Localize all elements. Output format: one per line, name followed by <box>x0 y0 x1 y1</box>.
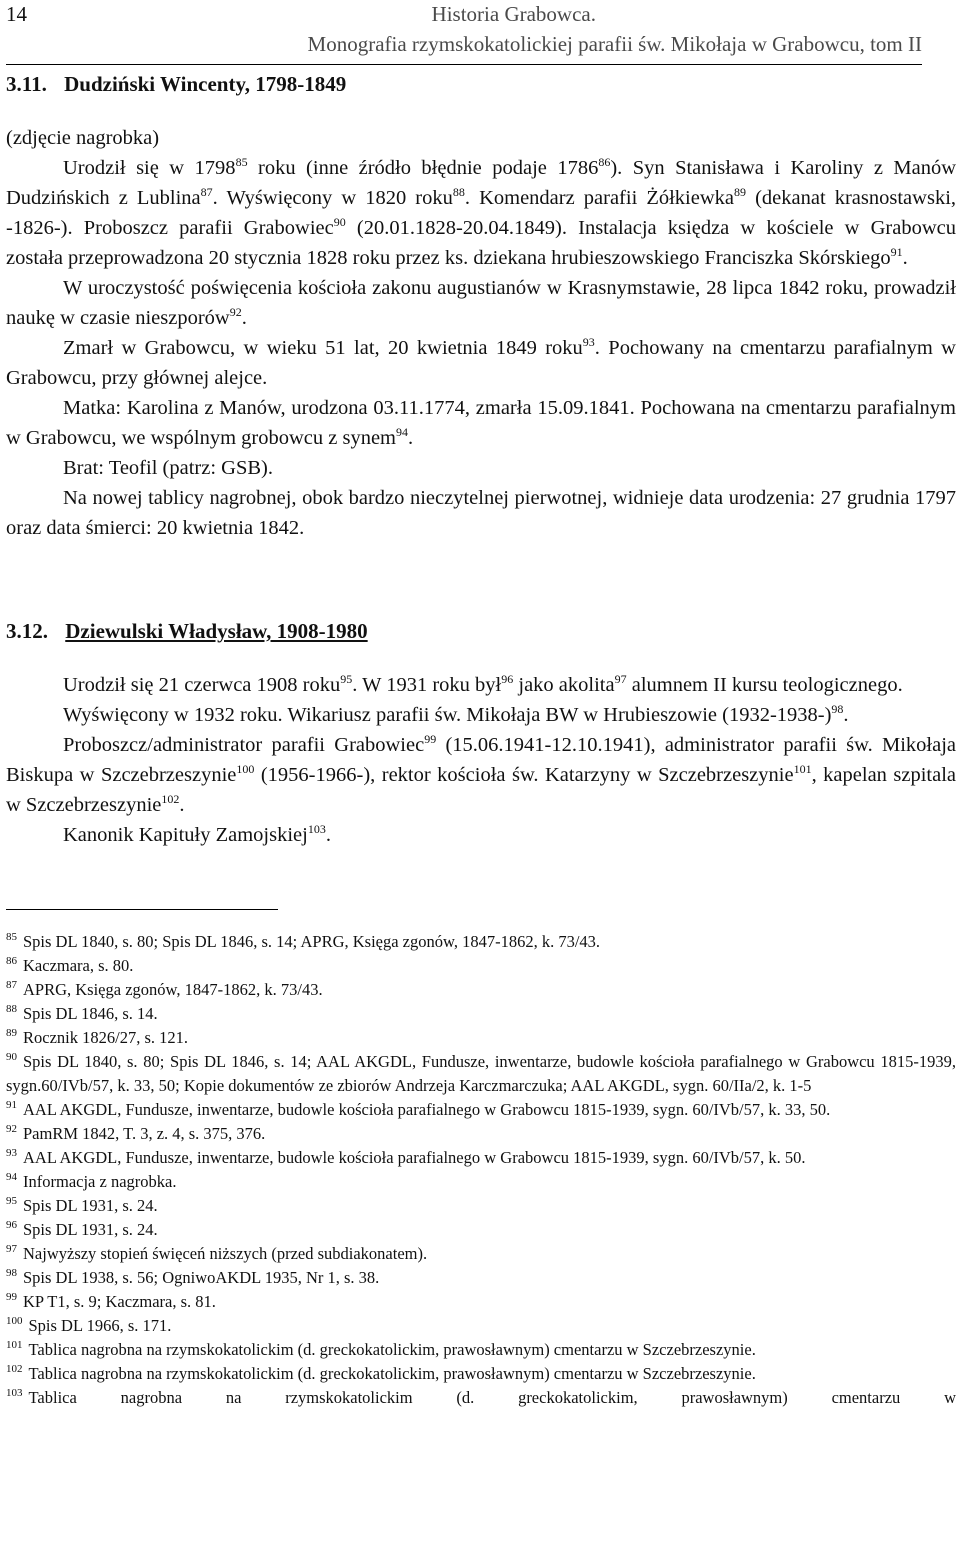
footnote-text: Spis DL 1846, s. 14. <box>23 1004 158 1023</box>
footnote-separator <box>6 909 278 910</box>
footnote-number: 102 <box>6 1363 23 1375</box>
text-run: Wyświęcony w 1932 roku. Wikariusz parafii św. Mikołaja BW w Hrubieszowie (1932-1938-) <box>63 704 832 726</box>
footnote-text: Spis DL 1966, s. 171. <box>28 1316 172 1335</box>
footnote-ref: 90 <box>333 215 346 229</box>
section-number: 3.12. <box>6 619 48 643</box>
text-run: . <box>241 307 247 329</box>
footnote-number: 94 <box>6 1171 17 1183</box>
footnote <box>6 930 956 954</box>
footnote-number: 99 <box>6 1291 17 1303</box>
footnote-number: 88 <box>6 1003 17 1015</box>
text-run: . Wyświęcony w 1820 roku <box>212 187 453 209</box>
text-run: . Pochowany na cmentarzu parafialnym w Grabowcu, przy głównej alejce. <box>6 337 956 389</box>
text-run: roku (inne źródło błędnie podaje 1786 <box>247 157 599 179</box>
footnote <box>6 1290 956 1314</box>
footnote <box>6 954 956 978</box>
footnote-ref: 87 <box>200 185 213 199</box>
text-run: Kanonik Kapituły Zamojskiej <box>63 824 308 846</box>
footnote-text: AAL AKGDL, Fundusze, inwentarze, budowle kościoła parafialnego w Grabowcu 1815-1939, sygn. 60/IVb/57, k. 33, 50. <box>23 1100 831 1119</box>
footnote-text: AAL AKGDL, Fundusze, inwentarze, budowle kościoła parafialnego w Grabowcu 1815-1939, sygn. 60/IVb/57, k. 50. <box>23 1148 806 1167</box>
paragraph: Brat: Teofil (patrz: GSB). <box>63 457 273 479</box>
text-run: (15.06.1941-12.10.1941), administrator parafii św. Mikołaja Biskupa w Szczebrzeszynie <box>6 734 956 786</box>
paragraph: Na nowej tablicy nagrobnej, obok bardzo nieczytelnej pierwotnej, widnieje data urodzenia: 27 grudnia 1797 oraz data śmierci: 20 kwietnia 1842. <box>6 487 956 539</box>
footnote-number: 89 <box>6 1027 17 1039</box>
footnote-number: 101 <box>6 1339 23 1351</box>
footnote-ref: 99 <box>424 732 437 746</box>
text-run: , kapelan szpitala w Szczebrzeszynie <box>6 764 956 816</box>
footnote-text: Spis DL 1931, s. 24. <box>23 1220 158 1239</box>
text-run: alumnem II kursu teologicznego. <box>626 674 903 696</box>
text-run: Zmarł w Grabowcu, w wieku 51 lat, 20 kwietnia 1849 roku <box>63 337 583 359</box>
footnote-text: Rocznik 1826/27, s. 121. <box>23 1028 188 1047</box>
footnote-number: 85 <box>6 931 17 943</box>
footnote <box>6 1218 956 1242</box>
footnote-text: Spis DL 1931, s. 24. <box>23 1196 158 1215</box>
footnote <box>6 1266 956 1290</box>
running-header <box>6 2 922 65</box>
text-run: . <box>408 427 414 449</box>
footnote-text: Tablica nagrobna na rzymskokatolickim (d. greckokatolickim, prawosławnym) cmentarzu w Szczebrzeszynie. <box>28 1340 756 1359</box>
text-run: Urodził się w 1798 <box>63 157 236 179</box>
photo-note: (zdjęcie nagrobka) <box>6 127 160 149</box>
footnote-number: 86 <box>6 955 17 967</box>
text-run: (dekanat krasnostawski, -1826-). Proboszcz parafii Grabowiec <box>6 187 957 239</box>
footnote <box>6 1338 956 1362</box>
footnote-text: APRG, Księga zgonów, 1847-1862, k. 73/43. <box>23 980 323 999</box>
text-run: ). Syn Stanisława i Karoliny z Manów Dudzińskich z Lublina <box>6 157 957 209</box>
footnote-text: Spis DL 1840, s. 80; Spis DL 1846, s. 14; AAL AKGDL, Fundusze, inwentarze, budowle kościoła parafialnego w Grabowcu 1815-1939, sygn.60/IVb/57, k. 33, 50; Kopie dokumentów ze zbiorów Andrzeja Karczmarczuka; AAL AKGDL, sygn. 60/IIa/2, k. 1-5 <box>6 1052 956 1095</box>
paragraph <box>6 820 956 850</box>
text-run: . <box>179 794 185 816</box>
footnote-ref: 89 <box>734 185 747 199</box>
footnote-number: 90 <box>6 1051 17 1063</box>
footnote <box>6 1194 956 1218</box>
text-run: Proboszcz/administrator parafii Grabowiec <box>63 734 425 756</box>
header-title: Historia Grabowca. <box>431 2 596 26</box>
footnote-text: KP T1, s. 9; Kaczmara, s. 81. <box>23 1292 216 1311</box>
paragraph <box>6 393 956 453</box>
footnote-number: 96 <box>6 1219 17 1231</box>
footnote-ref: 97 <box>614 672 627 686</box>
footnote <box>6 1242 956 1266</box>
footnote-ref: 103 <box>307 822 326 836</box>
footnote-number: 91 <box>6 1099 17 1111</box>
section-title: Dudziński Wincenty, 1798-1849 <box>64 72 347 96</box>
footnote <box>6 1098 956 1122</box>
paragraph <box>6 700 956 730</box>
footnote-text: Informacja z nagrobka. <box>23 1172 177 1191</box>
footnote-ref: 101 <box>793 762 812 776</box>
footnote-text: PamRM 1842, T. 3, z. 4, s. 375, 376. <box>23 1124 266 1143</box>
footnote <box>6 1362 956 1386</box>
footnote-ref: 91 <box>890 245 903 259</box>
footnote-ref: 94 <box>396 425 408 439</box>
footnote-ref: 98 <box>831 702 844 716</box>
footnote <box>6 1386 956 1410</box>
footnote-number: 100 <box>6 1315 23 1327</box>
text-run: . W 1931 roku był <box>352 674 502 696</box>
footnote <box>6 1050 956 1098</box>
paragraph <box>6 730 956 820</box>
footnote-ref: 102 <box>161 792 180 806</box>
footnote <box>6 978 956 1002</box>
footnote-number: 97 <box>6 1243 17 1255</box>
header-subtitle: Monografia rzymskokatolickiej parafii św. Mikołaja w Grabowcu, tom II <box>307 32 922 56</box>
section-title: Dziewulski Władysław, 1908-1980 <box>65 619 368 643</box>
footnote-number: 87 <box>6 979 17 991</box>
section-heading-3-12 <box>6 619 368 644</box>
text-run: . <box>843 704 849 726</box>
section-body-3-11 <box>6 123 956 543</box>
footnote <box>6 1314 956 1338</box>
paragraph <box>6 670 956 700</box>
footnote-number: 95 <box>6 1195 17 1207</box>
footnote-ref: 88 <box>452 185 465 199</box>
section-body-3-12 <box>6 670 956 850</box>
footnote-text: Spis DL 1938, s. 56; OgniwoAKDL 1935, Nr 1, s. 38. <box>23 1268 380 1287</box>
footnote-number: 98 <box>6 1267 17 1279</box>
text-run: Urodził się 21 czerwca 1908 roku <box>63 674 341 696</box>
footnote-ref: 95 <box>340 672 353 686</box>
footnote-ref: 100 <box>236 762 255 776</box>
footnote-ref: 92 <box>229 305 242 319</box>
footnote <box>6 1026 956 1050</box>
text-run: Matka: Karolina z Manów, urodzona 03.11.1774, zmarła 15.09.1841. Pochowana na cmentarzu parafialnym w Grabowcu, we wspólnym grobowcu z synem <box>6 397 956 449</box>
section-heading-3-11 <box>6 72 346 97</box>
footnote-number: 93 <box>6 1147 17 1159</box>
page-number: 14 <box>6 2 27 26</box>
text-run: (20.01.1828-20.04.1849). Instalacja księdza w kościele w Grabowcu została przeprowadzona 20 stycznia 1828 roku przez ks. dziekana hrubieszowskiego Franciszka Skórskiego <box>6 217 956 269</box>
footnote-text: Kaczmara, s. 80. <box>23 956 134 975</box>
footnote-ref: 86 <box>598 155 611 169</box>
paragraph <box>6 273 956 333</box>
footnote-text: Spis DL 1840, s. 80; Spis DL 1846, s. 14; APRG, Księga zgonów, 1847-1862, k. 73/43. <box>23 932 601 951</box>
footnote-number: 92 <box>6 1123 17 1135</box>
footnotes <box>6 930 956 1410</box>
footnote-text: Tablica nagrobna na rzymskokatolickim (d. greckokatolickim, prawosławnym) cmentarzu w <box>28 1388 956 1407</box>
footnote-text: Najwyższy stopień święceń niższych (przed subdiakonatem). <box>23 1244 428 1263</box>
footnote-ref: 85 <box>235 155 248 169</box>
footnote <box>6 1170 956 1194</box>
footnote <box>6 1146 956 1170</box>
footnote <box>6 1122 956 1146</box>
paragraph <box>6 153 956 273</box>
text-run: . <box>902 247 908 269</box>
footnote-ref: 96 <box>501 672 514 686</box>
text-run: W uroczystość poświęcenia kościoła zakonu augustianów w Krasnymstawie, 28 lipca 1842 roku, prowadził naukę w czasie nieszporów <box>6 277 956 329</box>
text-run: . <box>325 824 331 846</box>
text-run: . Komendarz parafii Żółkiewka <box>464 187 735 209</box>
footnote <box>6 1002 956 1026</box>
paragraph <box>6 333 956 393</box>
text-run: (1956-1966-), rektor kościoła św. Katarzyny w Szczebrzeszynie <box>254 764 794 786</box>
section-number: 3.11. <box>6 72 47 96</box>
text-run: jako akolita <box>513 674 615 696</box>
footnote-ref: 93 <box>582 335 595 349</box>
footnote-number: 103 <box>6 1387 23 1399</box>
footnote-text: Tablica nagrobna na rzymskokatolickim (d. greckokatolickim, prawosławnym) cmentarzu w Szczebrzeszynie. <box>28 1364 756 1383</box>
